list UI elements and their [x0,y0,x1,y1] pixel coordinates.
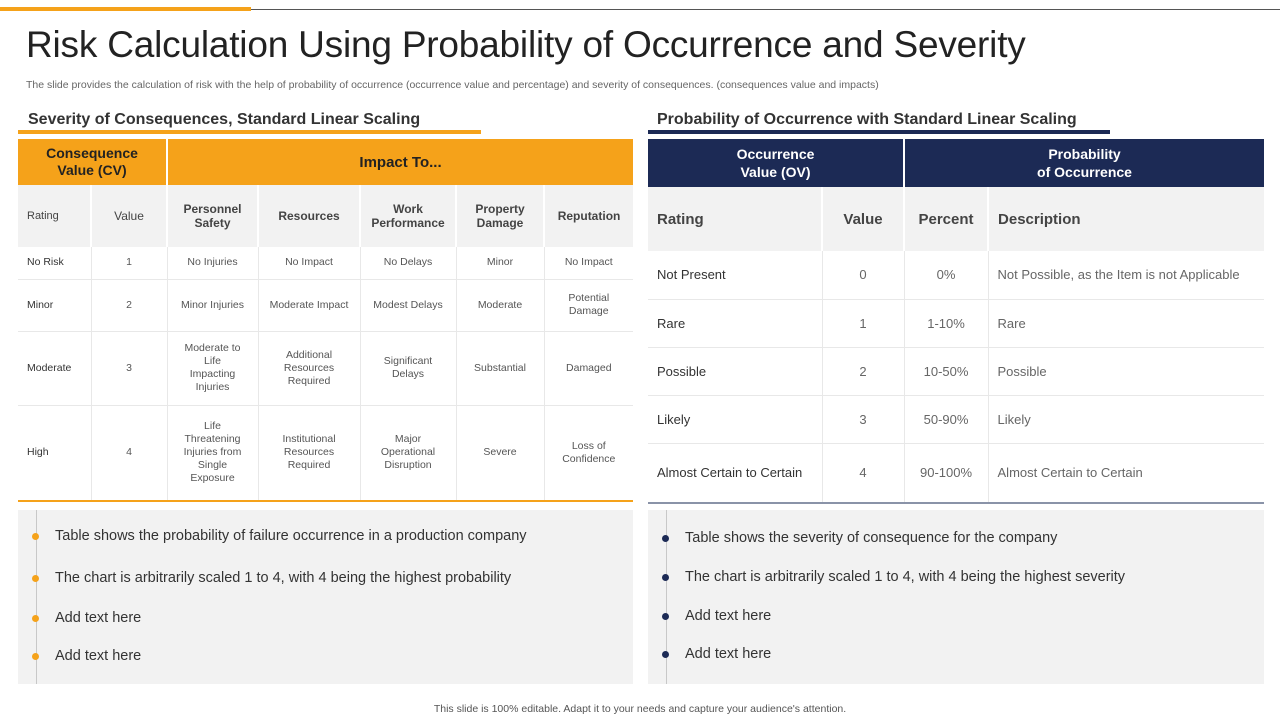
cell-percent: 1-10% [904,299,988,347]
cell-rating: Not Present [648,251,822,299]
cell-description: Likely [988,395,1264,443]
cell-resources: Additional Resources Required [258,331,360,405]
col-percent: Percent [904,187,988,251]
cell-percent: 10-50% [904,347,988,395]
footer-note: This slide is 100% editable. Adapt it to your needs and capture your audience's attention. [433,703,847,715]
cell-rating: Minor [18,279,91,331]
cell-description: Not Possible, as the Item is not Applicable [988,251,1264,299]
severity-notes-panel [18,510,633,684]
cell-value: 1 [91,247,167,279]
cell-value: 2 [91,279,167,331]
impact-to-header: Impact To... [167,139,633,185]
probability-section-title: Probability of Occurrence with Standard Linear Scaling [657,111,1077,128]
severity-table [18,139,633,502]
note-item: The chart is arbitrarily scaled 1 to 4, with 4 being the highest severity [685,569,1126,585]
probability-subheader-row [648,187,1264,251]
bullet-dot-icon [32,575,39,582]
cell-value: 1 [822,299,904,347]
table-row [18,247,633,279]
cell-value: 4 [91,405,167,501]
cell-property-damage: Moderate [456,279,544,331]
cell-reputation: Loss of Confidence [544,405,633,501]
top-accent-bar [0,7,251,11]
cell-reputation: Potential Damage [544,279,633,331]
cell-resources: Moderate Impact [258,279,360,331]
cell-value: 3 [91,331,167,405]
probability-table [648,139,1264,504]
cell-description: Almost Certain to Certain [988,443,1264,503]
table-row [18,405,633,501]
note-item: Add text here [685,646,772,662]
severity-title-underline [18,130,481,134]
cell-reputation: Damaged [544,331,633,405]
col-work-performance: Work Performance [360,185,456,247]
cell-work-performance: Modest Delays [360,279,456,331]
cell-percent: 0% [904,251,988,299]
note-item: Table shows the severity of consequence for the company [685,530,1058,546]
severity-header-row [18,139,633,185]
cell-value: 3 [822,395,904,443]
cell-value: 4 [822,443,904,503]
table-row [648,347,1264,395]
table-row [648,395,1264,443]
cell-rating: Almost Certain to Certain [648,443,822,503]
cell-percent: 50-90% [904,395,988,443]
col-reputation: Reputation [544,185,633,247]
cell-personnel-safety: Moderate to Life Impacting Injuries [167,331,258,405]
cell-description: Possible [988,347,1264,395]
page-subtitle: The slide provides the calculation of risk with the help of probability of occurrence (occurrence value and percentage) and severity of consequences. (consequences value and impacts) [26,79,879,91]
cell-rating: High [18,405,91,501]
col-description: Description [988,187,1264,251]
col-value: Value [822,187,904,251]
cell-resources: Institutional Resources Required [258,405,360,501]
probability-notes-panel [648,510,1264,684]
cell-personnel-safety: Minor Injuries [167,279,258,331]
cell-rating: Likely [648,395,822,443]
bullet-dot-icon [662,535,669,542]
cell-property-damage: Severe [456,405,544,501]
occurrence-value-header: Occurrence Value (OV) [648,139,904,187]
table-row [648,299,1264,347]
cell-work-performance: No Delays [360,247,456,279]
cell-property-damage: Substantial [456,331,544,405]
cell-rating: No Risk [18,247,91,279]
bullet-dot-icon [662,651,669,658]
bullet-dot-icon [32,615,39,622]
note-item: Table shows the probability of failure occurrence in a production company [55,528,527,544]
table-row [648,251,1264,299]
probability-header-row [648,139,1264,187]
probability-of-occurrence-header: Probability of Occurrence [904,139,1264,187]
cell-personnel-safety: Life Threatening Injuries from Single Exposure [167,405,258,501]
cell-rating: Possible [648,347,822,395]
col-rating: Rating [648,187,822,251]
col-personnel-safety: Personnel Safety [167,185,258,247]
cell-rating: Rare [648,299,822,347]
note-item: The chart is arbitrarily scaled 1 to 4, with 4 being the highest probability [55,570,512,586]
bullet-dot-icon [662,574,669,581]
col-value: Value [91,185,167,247]
probability-title-underline [648,130,1110,134]
col-property-damage: Property Damage [456,185,544,247]
cell-percent: 90-100% [904,443,988,503]
severity-subheader-row [18,185,633,247]
cell-work-performance: Significant Delays [360,331,456,405]
cell-property-damage: Minor [456,247,544,279]
col-resources: Resources [258,185,360,247]
table-row [18,279,633,331]
page-title: Risk Calculation Using Probability of Occurrence and Severity [26,24,1026,65]
table-row [648,443,1264,503]
bullet-dot-icon [32,533,39,540]
col-rating: Rating [18,185,91,247]
severity-section-title: Severity of Consequences, Standard Linear Scaling [28,111,421,128]
cell-resources: No Impact [258,247,360,279]
consequence-value-header: Consequence Value (CV) [18,139,167,185]
cell-value: 0 [822,251,904,299]
cell-rating: Moderate [18,331,91,405]
cell-work-performance: Major Operational Disruption [360,405,456,501]
note-item: Add text here [55,648,142,664]
note-item: Add text here [685,608,772,624]
bullet-dot-icon [32,653,39,660]
note-item: Add text here [55,610,142,626]
bullet-dot-icon [662,613,669,620]
cell-personnel-safety: No Injuries [167,247,258,279]
table-row [18,331,633,405]
cell-description: Rare [988,299,1264,347]
cell-value: 2 [822,347,904,395]
cell-reputation: No Impact [544,247,633,279]
